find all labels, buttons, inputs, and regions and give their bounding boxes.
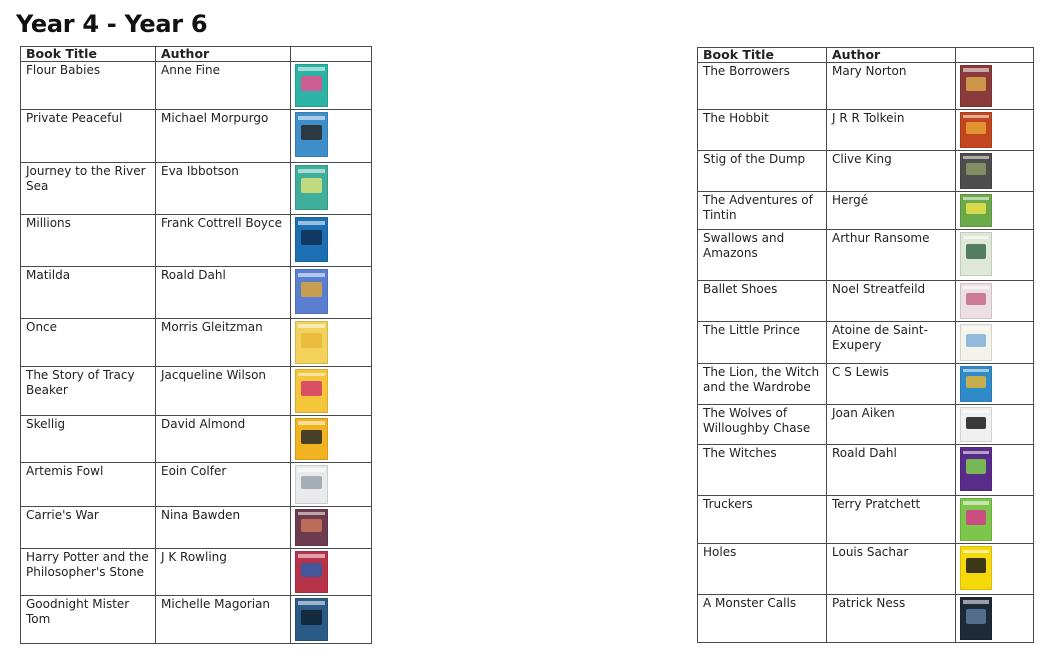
book-cover-image xyxy=(960,232,992,276)
header-book-title: Book Title xyxy=(21,47,156,62)
cover-title-strip xyxy=(298,468,324,472)
cover-cell xyxy=(956,322,1034,364)
cover-title-strip xyxy=(963,156,989,159)
cover-art-shape xyxy=(301,519,322,532)
book-title-cell: Truckers xyxy=(698,496,827,544)
book-cover-image xyxy=(960,407,992,442)
cover-art-shape xyxy=(301,476,322,489)
cover-cell xyxy=(956,192,1034,230)
cover-title-strip xyxy=(963,236,989,240)
table-row xyxy=(21,463,372,507)
page-title: Year 4 - Year 6 xyxy=(16,10,208,38)
book-cover-image xyxy=(295,598,328,641)
cover-cell xyxy=(956,496,1034,544)
cover-title-strip xyxy=(963,451,989,455)
cover-cell xyxy=(956,364,1034,405)
author-cell: Roald Dahl xyxy=(827,445,956,496)
cover-art-shape xyxy=(301,125,322,140)
cover-cell xyxy=(291,367,372,416)
book-cover-image xyxy=(295,64,328,107)
cover-title-strip xyxy=(298,554,324,558)
author-cell: Jacqueline Wilson xyxy=(156,367,291,416)
table-row xyxy=(21,507,372,549)
table-row xyxy=(698,151,1034,192)
cover-cell xyxy=(291,596,372,644)
author-cell: Clive King xyxy=(827,151,956,192)
cover-art-shape xyxy=(966,459,986,474)
book-title-cell: The Little Prince xyxy=(698,322,827,364)
author-cell: Frank Cottrell Boyce xyxy=(156,215,291,267)
author-cell: Mary Norton xyxy=(827,63,956,110)
cover-art-shape xyxy=(301,76,322,91)
book-title-cell: Harry Potter and the Philosopher's Stone xyxy=(21,549,156,596)
book-cover-image xyxy=(960,546,992,590)
book-title-cell: The Hobbit xyxy=(698,110,827,151)
cover-title-strip xyxy=(963,550,989,554)
cover-cell xyxy=(291,416,372,463)
cover-art-shape xyxy=(301,282,322,297)
book-cover-image xyxy=(295,465,328,504)
table-row xyxy=(698,445,1034,496)
table-row xyxy=(698,63,1034,110)
book-cover-image xyxy=(295,269,328,314)
book-cover-image xyxy=(960,324,992,361)
cover-title-strip xyxy=(298,273,324,277)
table-row xyxy=(21,62,372,110)
table-row xyxy=(698,595,1034,643)
book-title-cell: Matilda xyxy=(21,267,156,319)
author-cell: Eva Ibbotson xyxy=(156,163,291,215)
book-title-cell: Flour Babies xyxy=(21,62,156,110)
cover-cell xyxy=(291,549,372,596)
cover-title-strip xyxy=(298,221,324,225)
book-cover-image xyxy=(960,112,992,148)
author-cell: Nina Bawden xyxy=(156,507,291,549)
cover-art-shape xyxy=(966,376,986,388)
book-title-cell: Stig of the Dump xyxy=(698,151,827,192)
table-row xyxy=(698,281,1034,322)
book-title-cell: Carrie's War xyxy=(21,507,156,549)
cover-title-strip xyxy=(963,369,989,372)
table-row xyxy=(21,549,372,596)
table-row xyxy=(698,364,1034,405)
book-cover-image xyxy=(295,369,328,413)
cover-title-strip xyxy=(963,600,989,604)
cover-art-shape xyxy=(301,430,322,444)
cover-title-strip xyxy=(298,324,324,328)
table-row xyxy=(698,544,1034,595)
cover-title-strip xyxy=(963,286,989,289)
book-title-cell: The Borrowers xyxy=(698,63,827,110)
book-cover-image xyxy=(960,194,992,227)
book-title-cell: Journey to the River Sea xyxy=(21,163,156,215)
book-table-right xyxy=(697,47,1034,643)
cover-art-shape xyxy=(301,563,322,577)
table-row xyxy=(21,163,372,215)
author-cell: C S Lewis xyxy=(827,364,956,405)
book-cover-image xyxy=(295,551,328,593)
book-title-cell: Ballet Shoes xyxy=(698,281,827,322)
cover-title-strip xyxy=(298,601,324,605)
table-row xyxy=(698,230,1034,281)
cover-title-strip xyxy=(963,327,989,330)
table-row xyxy=(21,367,372,416)
cover-art-shape xyxy=(966,77,986,91)
header-cover xyxy=(291,47,372,62)
cover-cell xyxy=(291,507,372,549)
author-cell: David Almond xyxy=(156,416,291,463)
table-row xyxy=(698,405,1034,445)
cover-title-strip xyxy=(298,169,324,173)
author-cell: Michelle Magorian xyxy=(156,596,291,644)
cover-cell xyxy=(956,63,1034,110)
cover-art-shape xyxy=(301,178,322,193)
book-title-cell: Goodnight Mister Tom xyxy=(21,596,156,644)
book-title-cell: Holes xyxy=(698,544,827,595)
table-row xyxy=(698,192,1034,230)
table-row xyxy=(21,110,372,163)
table-row xyxy=(21,596,372,644)
cover-title-strip xyxy=(963,197,989,200)
book-title-cell: The Story of Tracy Beaker xyxy=(21,367,156,416)
cover-title-strip xyxy=(298,67,324,71)
author-cell: Eoin Colfer xyxy=(156,463,291,507)
cover-art-shape xyxy=(301,333,322,348)
book-cover-image xyxy=(960,153,992,189)
book-title-cell: Millions xyxy=(21,215,156,267)
cover-art-shape xyxy=(966,122,986,134)
cover-art-shape xyxy=(301,230,322,245)
author-cell: Louis Sachar xyxy=(827,544,956,595)
table-row xyxy=(21,416,372,463)
book-title-cell: Swallows and Amazons xyxy=(698,230,827,281)
author-cell: Michael Morpurgo xyxy=(156,110,291,163)
cover-art-shape xyxy=(301,381,322,396)
author-cell: Morris Gleitzman xyxy=(156,319,291,367)
author-cell: Arthur Ransome xyxy=(827,230,956,281)
cover-cell xyxy=(956,281,1034,322)
author-cell: Hergé xyxy=(827,192,956,230)
author-cell: Atoine de Saint-Exupery xyxy=(827,322,956,364)
table-header-row xyxy=(21,47,372,62)
header-author: Author xyxy=(827,48,956,63)
cover-art-shape xyxy=(966,293,986,305)
author-cell: Terry Pratchett xyxy=(827,496,956,544)
cover-title-strip xyxy=(298,512,324,515)
cover-art-shape xyxy=(966,334,986,347)
book-cover-image xyxy=(960,447,992,491)
table-header-row xyxy=(698,48,1034,63)
cover-cell xyxy=(291,62,372,110)
book-title-cell: The Witches xyxy=(698,445,827,496)
cover-art-shape xyxy=(966,417,986,429)
cover-cell xyxy=(291,267,372,319)
cover-cell xyxy=(291,163,372,215)
book-title-cell: The Lion, the Witch and the Wardrobe xyxy=(698,364,827,405)
cover-art-shape xyxy=(966,203,986,214)
cover-cell xyxy=(956,151,1034,192)
cover-cell xyxy=(291,215,372,267)
cover-cell xyxy=(291,319,372,367)
cover-cell xyxy=(956,230,1034,281)
cover-cell xyxy=(291,463,372,507)
table-row xyxy=(698,322,1034,364)
cover-title-strip xyxy=(298,116,324,120)
cover-art-shape xyxy=(966,609,986,624)
cover-title-strip xyxy=(963,68,989,72)
book-cover-image xyxy=(295,165,328,210)
table-row xyxy=(21,215,372,267)
book-title-cell: The Wolves of Willoughby Chase xyxy=(698,405,827,445)
table-row xyxy=(21,267,372,319)
book-title-cell: Private Peaceful xyxy=(21,110,156,163)
cover-cell xyxy=(956,445,1034,496)
cover-title-strip xyxy=(963,410,989,413)
book-cover-image xyxy=(960,366,992,402)
book-cover-image xyxy=(295,112,328,157)
book-cover-image xyxy=(295,418,328,460)
book-cover-image xyxy=(960,498,992,541)
cover-art-shape xyxy=(966,558,986,573)
table-row xyxy=(698,496,1034,544)
book-title-cell: Artemis Fowl xyxy=(21,463,156,507)
book-title-cell: Once xyxy=(21,319,156,367)
author-cell: Patrick Ness xyxy=(827,595,956,643)
cover-title-strip xyxy=(963,501,989,505)
book-cover-image xyxy=(960,283,992,319)
cover-cell xyxy=(956,544,1034,595)
cover-cell xyxy=(956,110,1034,151)
book-cover-image xyxy=(295,217,328,262)
cover-art-shape xyxy=(966,244,986,259)
author-cell: Anne Fine xyxy=(156,62,291,110)
table-row xyxy=(698,110,1034,151)
book-title-cell: Skellig xyxy=(21,416,156,463)
book-table-left xyxy=(20,46,372,644)
author-cell: Roald Dahl xyxy=(156,267,291,319)
table-row xyxy=(21,319,372,367)
cover-title-strip xyxy=(298,373,324,377)
author-cell: J K Rowling xyxy=(156,549,291,596)
book-cover-image xyxy=(295,321,328,364)
author-cell: Joan Aiken xyxy=(827,405,956,445)
book-cover-image xyxy=(295,509,328,546)
book-cover-image xyxy=(960,597,992,640)
cover-art-shape xyxy=(301,610,322,625)
book-cover-image xyxy=(960,65,992,107)
cover-title-strip xyxy=(963,115,989,118)
header-book-title: Book Title xyxy=(698,48,827,63)
author-cell: Noel Streatfeild xyxy=(827,281,956,322)
header-cover xyxy=(956,48,1034,63)
cover-title-strip xyxy=(298,421,324,425)
author-cell: J R R Tolkein xyxy=(827,110,956,151)
cover-art-shape xyxy=(966,163,986,175)
cover-cell xyxy=(956,595,1034,643)
book-title-cell: A Monster Calls xyxy=(698,595,827,643)
header-author: Author xyxy=(156,47,291,62)
cover-cell xyxy=(956,405,1034,445)
cover-art-shape xyxy=(966,510,986,525)
cover-cell xyxy=(291,110,372,163)
book-title-cell: The Adventures of Tintin xyxy=(698,192,827,230)
